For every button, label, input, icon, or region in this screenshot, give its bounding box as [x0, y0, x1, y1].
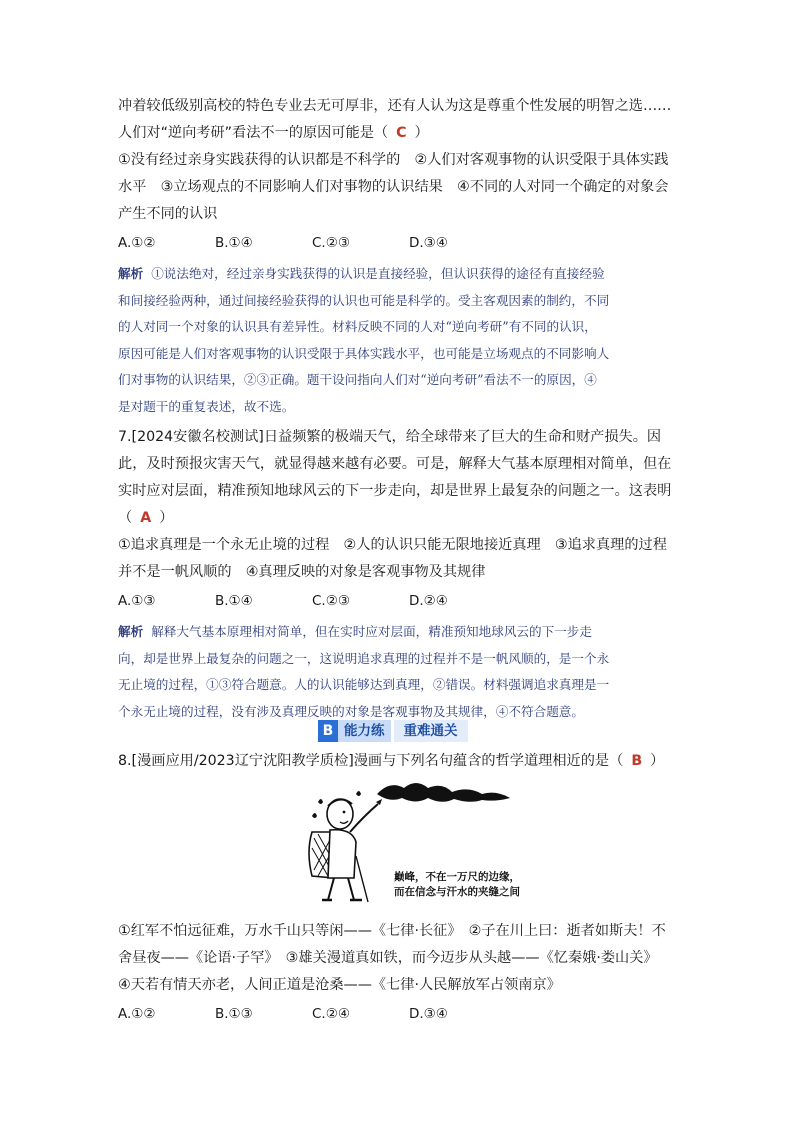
- banner-letter: B: [318, 720, 338, 742]
- question-8-body: [118, 918, 678, 1028]
- cartoon-caption-line: 巅峰，不在一万尺的边缘，: [394, 871, 520, 883]
- explanation-label: 解析: [118, 266, 144, 281]
- q6-stem-line: 冲着较低级别高校的特色专业去无可厚非，还有人认为这是尊重个性发展的明智之选……: [118, 98, 672, 114]
- question-6-block: [118, 93, 678, 725]
- q7-stem-line: 实时应对层面，精准预知地球风云的下一步走向，却是世界上最复杂的问题之一。这表明: [118, 483, 672, 499]
- section-banner: [318, 720, 468, 742]
- option-d: D.③④: [409, 1006, 448, 1022]
- cartoon-illustration: [282, 772, 532, 907]
- q7-statement-line: 并不是一帆风顺的 ④真理反映的对象是客观事物及其规律: [118, 564, 486, 580]
- q7-answer: A: [140, 510, 152, 526]
- q6-statement-line: ①没有经过亲身实践获得的认识都是不科学的 ②人们对客观事物的认识受限于具体实践: [118, 152, 669, 168]
- q7-answer-line: （ A ）: [118, 510, 174, 526]
- q8-options: [118, 1001, 678, 1028]
- cartoon-caption-line: 而在信念与汗水的夹缝之间: [394, 886, 520, 898]
- q8-statement-line: ④天若有情天亦老，人间正道是沧桑——《七律·人民解放军占领南京》: [118, 977, 561, 993]
- option-a: A.①③: [118, 593, 156, 609]
- q6-options: [118, 230, 678, 257]
- q7-explanation: 解析 解释大气基本原理相对简单，但在实时应对层面，精准预知地球风云的下一步走 向，却是世界上最复杂的问题之一，这说明追求真理的过程并不是一帆风顺的，是一个永 无止境的过程，①③符合题意。人的认识能够达到真理，②错误。材料强调追求真理是一 个永无止境的过程，没有涉及真理反映的对象是客观事物及其规律，④不符合题意。: [118, 624, 610, 719]
- q6-explanation: 解析 ①说法绝对，经过亲身实践获得的认识是直接经验，但认识获得的途径有直接经验 和间接经验两种，通过间接经验获得的认识也可能是科学的。受主客观因素的制约，不同 的人对同一个对象的认识具有差异性。材料反映不同的人对“逆向考研”有不同的认识， 原因可能是人们对客观事物的认识受限于具体实践水平，也可能是立场观点的不同影响人 们对事物的认识结果，②③正确。题干设问指向人们对“逆向考研”看法不一的原因，④ 是对题干的重复表述，故不选。: [118, 266, 610, 414]
- option-c: C.②④: [312, 1006, 350, 1022]
- banner-title: 能力练: [338, 720, 391, 742]
- option-a: A.①②: [118, 1006, 156, 1022]
- explanation-label: 解析: [118, 624, 144, 639]
- option-b: B.①④: [215, 593, 253, 609]
- q6-statement-line: 水平 ③立场观点的不同影响人们对事物的认识结果 ④不同的人对同一个确定的对象会: [118, 179, 669, 195]
- question-7-block: [118, 424, 678, 725]
- q6-question-line: 人们对“逆向考研”看法不一的原因可能是（ C ）: [118, 125, 429, 141]
- option-c: C.②③: [312, 593, 350, 609]
- q6-answer: C: [396, 125, 407, 141]
- q8-statement-line: 舍昼夜——《论语·子罕》 ③雄关漫道真如铁，而今迈步从头越——《忆秦娥·娄山关》: [118, 950, 658, 966]
- option-c: C.②③: [312, 235, 350, 251]
- q7-stem-line: 此，及时预报灾害天气，就显得越来越有必要。可是，解释大气基本原理相对简单，但在: [118, 456, 672, 472]
- question-8-stem: 8.[漫画应用/2023辽宁沈阳教学质检]漫画与下列名句蕴含的哲学道理相近的是（ B ）: [118, 753, 665, 769]
- option-d: D.②④: [409, 593, 448, 609]
- q8-answer: B: [631, 753, 643, 769]
- q7-statement-line: ①追求真理是一个永无止境的过程 ②人的认识只能无限地接近真理 ③追求真理的过程: [118, 537, 667, 553]
- option-b: B.①④: [215, 235, 253, 251]
- option-d: D.③④: [409, 235, 448, 251]
- option-b: B.①③: [215, 1006, 253, 1022]
- q6-statement-line: 产生不同的认识: [118, 206, 218, 222]
- banner-subtitle: 重难通关: [394, 720, 468, 742]
- q7-options: [118, 588, 678, 615]
- q7-stem-line: 7.[2024安徽名校测试]日益频繁的极端天气，给全球带来了巨大的生命和财产损失。因: [118, 429, 662, 445]
- option-a: A.①②: [118, 235, 156, 251]
- q8-statement-line: ①红军不怕远征难，万水千山只等闲——《七律·长征》 ②子在川上曰：逝者如斯夫！不: [118, 923, 666, 939]
